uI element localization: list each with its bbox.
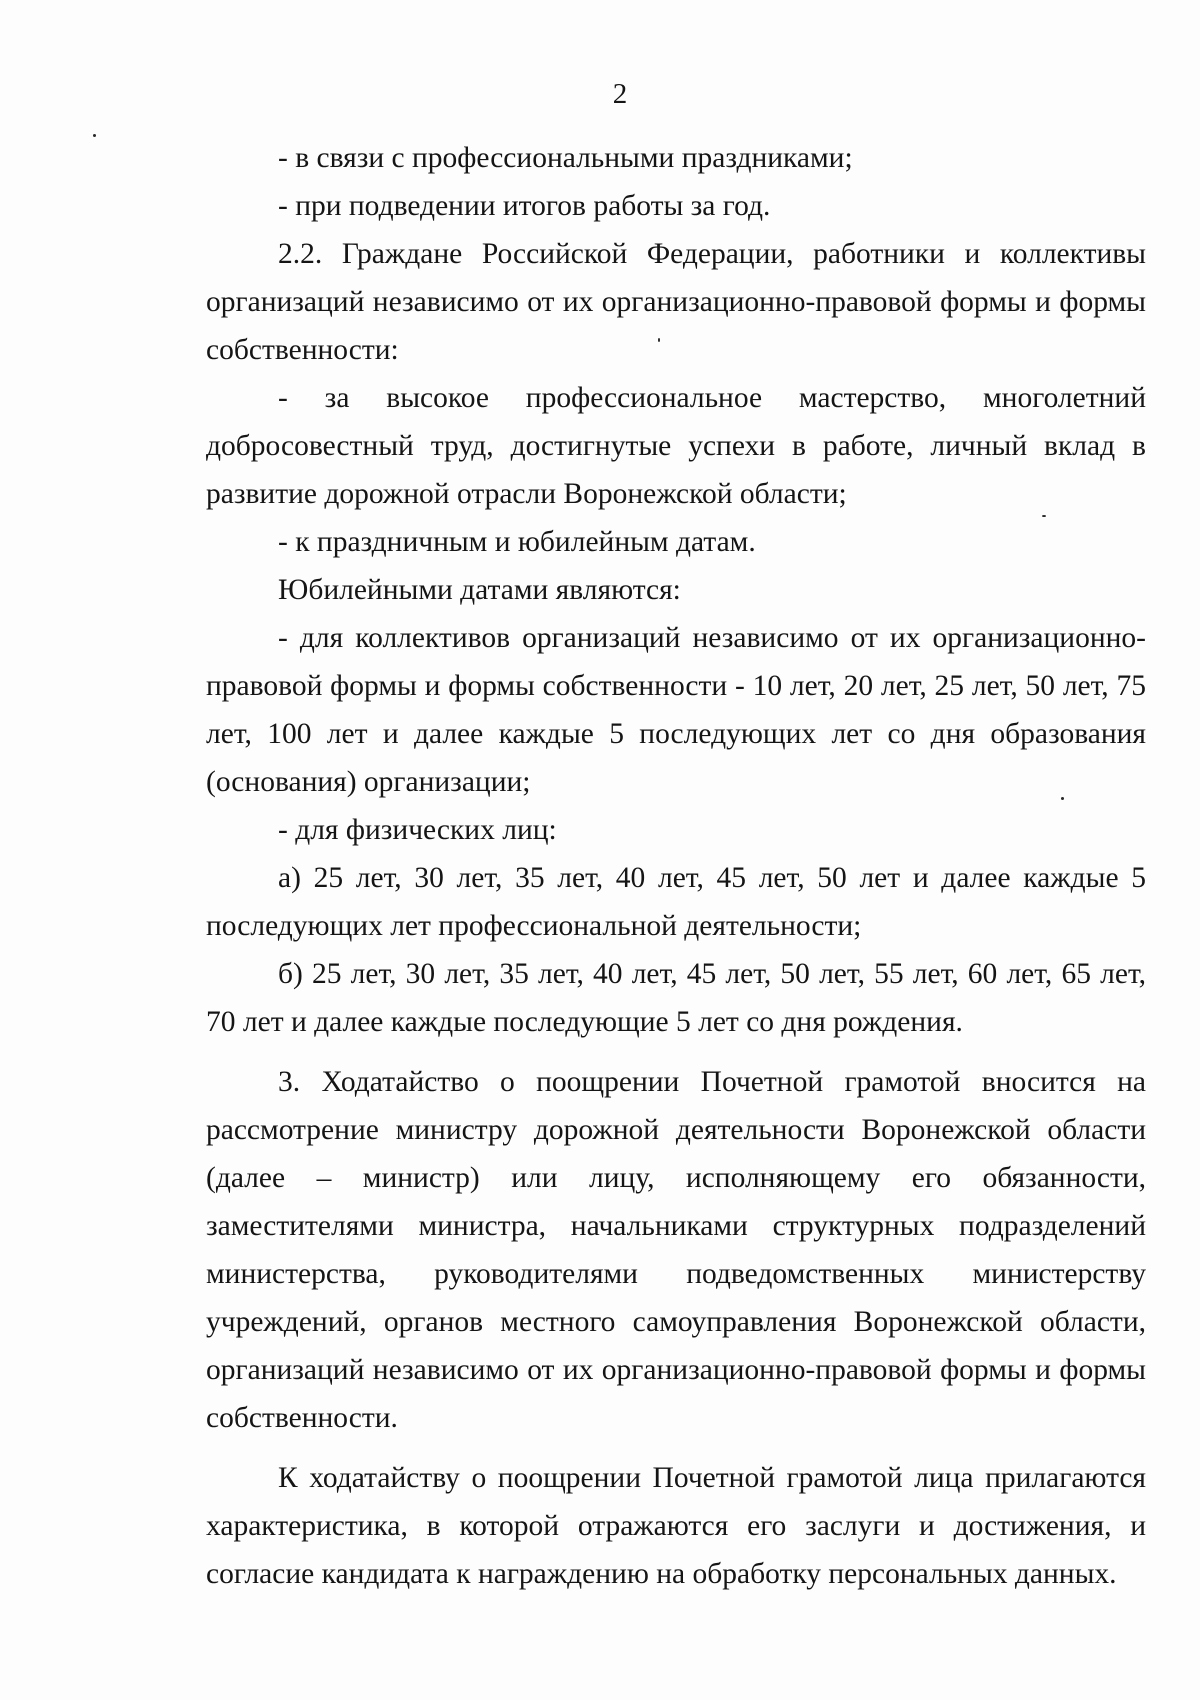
paragraph-2-2-citizens: 2.2. Граждане Российской Федерации, работники и коллективы организаций независимо от их организационно-правовой формы и формы собственности: xyxy=(206,238,1146,366)
document-body xyxy=(206,134,1146,1598)
paragraph-professional-holidays: - в связи с профессиональными праздниками; xyxy=(278,142,853,174)
scan-speck xyxy=(93,134,96,137)
paragraph-attachments: К ходатайству о поощрении Почетной грамотой лица прилагаются характеристика, в которой отражаются его заслуги и достижения, и согласие кандидата к награждению на обработку персональных данных. xyxy=(206,1462,1146,1590)
scan-speck xyxy=(1042,515,1046,517)
paragraph-collectives-jubilee: - для коллективов организаций независимо от их организационно-правовой формы и формы собственности - 10 лет, 20 лет, 25 лет, 50 лет, 75 лет, 100 лет и далее каждые 5 последующих лет со дня образования (основания) организации; xyxy=(206,622,1146,798)
paragraph-3-petition: 3. Ходатайство о поощрении Почетной грамотой вносится на рассмотрение министру дорожной деятельности Воронежской области (далее – министр) или лицу, исполняющему его обязанности, заместителями министра, начальниками структурных подразделений министерства, руководителями подведомственных министерству учреждений, органов местного самоуправления Воронежской области, организаций независимо от их организационно-правовой формы и формы собственности. xyxy=(206,1066,1146,1434)
scan-speck xyxy=(658,338,660,342)
scan-speck xyxy=(1061,797,1064,800)
paragraph-item-a: а) 25 лет, 30 лет, 35 лет, 40 лет, 45 лет, 50 лет и далее каждые 5 последующих лет профессиональной деятельности; xyxy=(206,862,1146,942)
paragraph-individuals: - для физических лиц: xyxy=(278,814,557,846)
paragraph-jubilee-heading: Юбилейными датами являются: xyxy=(278,574,681,606)
paragraph-holiday-dates: - к праздничным и юбилейным датам. xyxy=(278,526,756,558)
paragraph-item-b: б) 25 лет, 30 лет, 35 лет, 40 лет, 45 лет, 50 лет, 55 лет, 60 лет, 65 лет, 70 лет и далее каждые последующие 5 лет со дня рождения. xyxy=(206,958,1146,1038)
paragraph-year-results: - при подведении итогов работы за год. xyxy=(278,190,771,222)
page-number: 2 xyxy=(612,78,628,110)
paragraph-merits: - за высокое профессиональное мастерство, многолетний добросовестный труд, достигнутые успехи в работе, личный вклад в развитие дорожной отрасли Воронежской области; xyxy=(206,382,1146,510)
